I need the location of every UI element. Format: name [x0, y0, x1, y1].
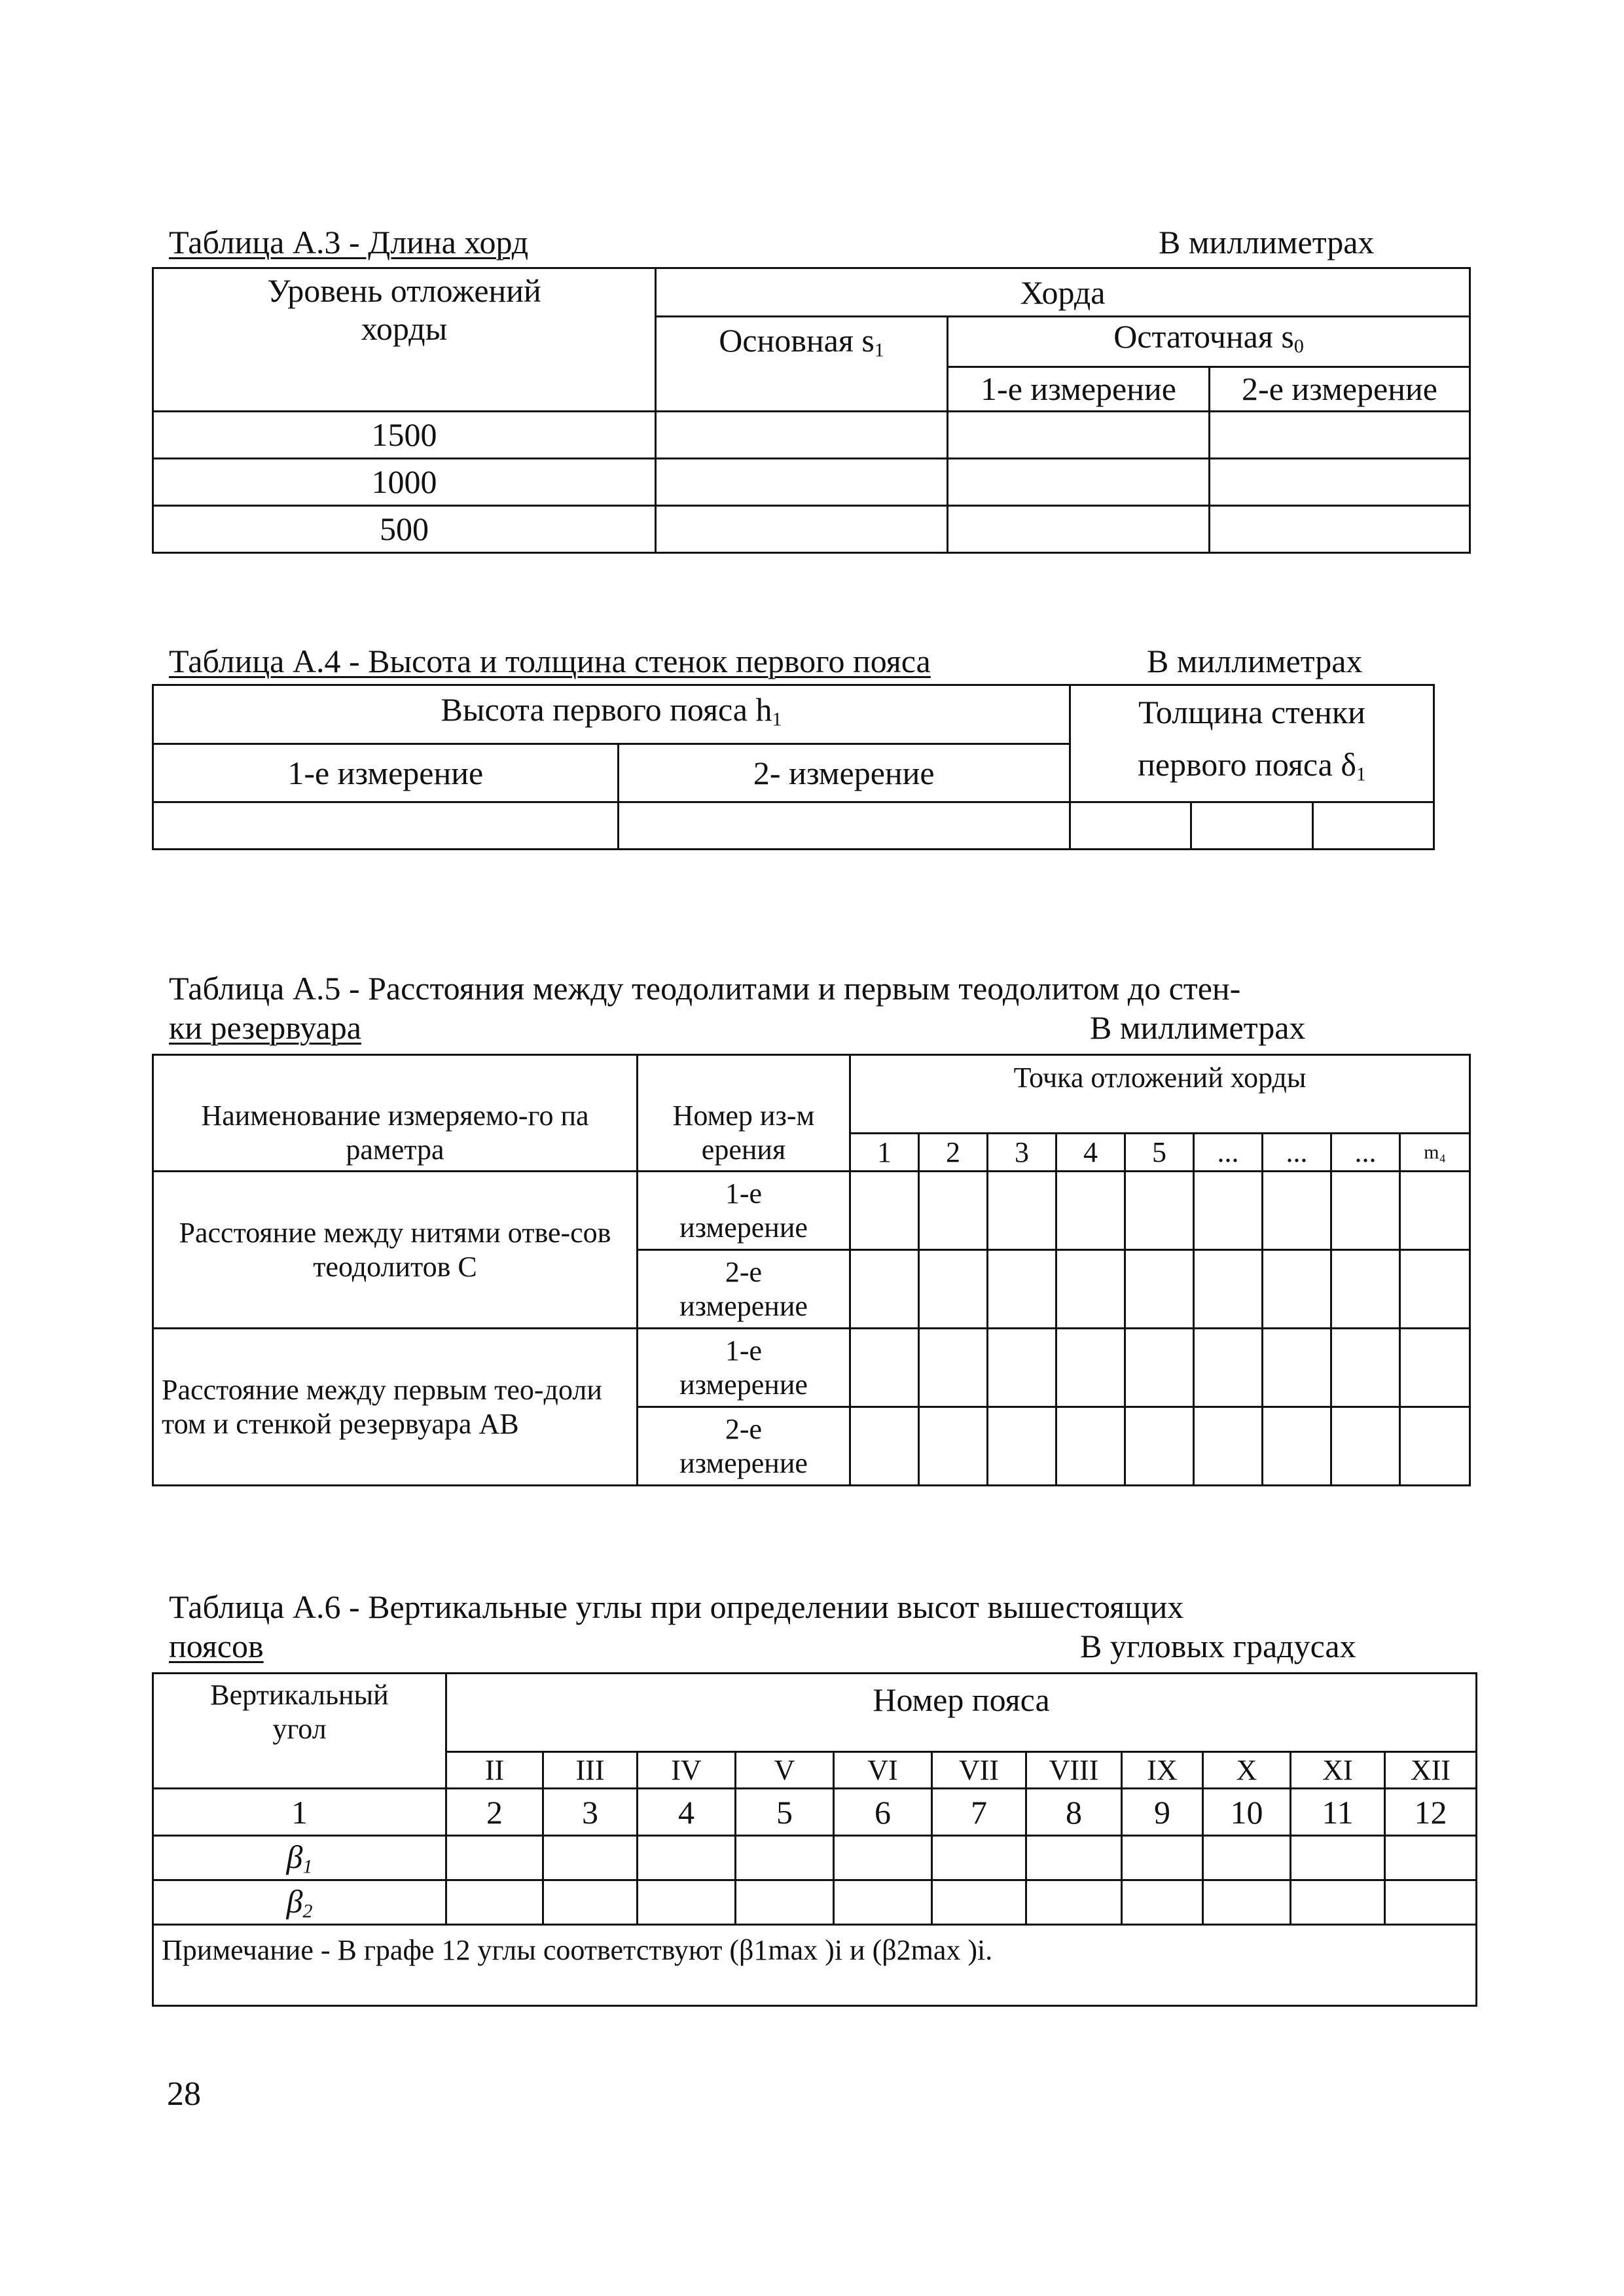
table-a6-column-number: 3: [543, 1789, 638, 1836]
table-a6-column-number: 6: [834, 1789, 932, 1836]
table-a3-header-main: Основная $s_1$: [656, 317, 948, 412]
table-a6-caption: Таблица А.6 - Вертикальные углы при определении высот вышестоящих поясов: [169, 1588, 1184, 1664]
table-row: [153, 1172, 1470, 1250]
table-a3-header-rest: Остаточная $s_0$: [948, 317, 1470, 367]
table-a3-caption: Таблица А.3 - Длина хорд: [169, 224, 529, 260]
table-a6-unit: В угловых градусах: [1080, 1628, 1356, 1664]
table-a6-column-number: 8: [1026, 1789, 1122, 1836]
table-a5-header-num: Номер из-мерения: [638, 1055, 850, 1172]
table-a6-belt-header: XI: [1291, 1752, 1385, 1789]
table-a6-column-number: 7: [932, 1789, 1026, 1836]
table-row: [153, 1836, 1477, 1880]
table-a3-header-chord: Хорда: [656, 268, 1470, 317]
table-row: [153, 802, 1434, 849]
table-row: [153, 1880, 1477, 1925]
table-a3-meas1: 1-е измерение: [948, 367, 1210, 411]
table-a6-belt-header: VIII: [1026, 1752, 1122, 1789]
table-a6-beta1: $\beta_1$: [153, 1836, 446, 1880]
table-a3-unit: В миллиметрах: [1159, 224, 1375, 260]
table-a3-level-cell: 1500: [153, 411, 656, 458]
table-a6-header-belt: Номер пояса: [446, 1674, 1477, 1752]
table-a5-header-point: Точка отложений хорды: [850, 1055, 1470, 1134]
table-a6-belt-header: III: [543, 1752, 638, 1789]
table-a6-column-number: 2: [446, 1789, 543, 1836]
table-a5-point-header: ...: [1263, 1134, 1331, 1172]
table-a6-belt-header: VII: [932, 1752, 1026, 1789]
table-a6: [152, 1672, 1477, 2007]
table-a6-column-number: 12: [1385, 1789, 1477, 1836]
table-a3-level-cell: 1000: [153, 458, 656, 505]
table-a4-header-height: Высота первого пояса $h_1$: [153, 685, 1070, 744]
table-a5-caption: Таблица А.5 - Расстояния между теодолитами и первым теодолитом до стен- ки резервуара: [169, 970, 1241, 1046]
table-a5-point-header: 5: [1125, 1134, 1194, 1172]
table-row: [153, 411, 1470, 458]
table-a4-caption: Таблица А.4 - Высота и толщина стенок первого пояса: [169, 643, 931, 679]
table-a3-meas2: 2-е измерение: [1210, 367, 1470, 411]
table-a5-meas-cell: 1-е измерение: [638, 1172, 850, 1250]
table-a5-point-header: 1: [850, 1134, 919, 1172]
table-a6-column-number: 9: [1122, 1789, 1203, 1836]
table-a4: [152, 684, 1435, 850]
table-a5-point-header: 4: [1056, 1134, 1125, 1172]
table-a3: [152, 267, 1471, 554]
table-row: [153, 505, 1470, 552]
table-a6-header-angle: Вертикальный угол: [153, 1674, 446, 1789]
page-number: 28: [167, 2075, 201, 2113]
table-a5-point-header: 2: [919, 1134, 988, 1172]
table-a6-belt-header: V: [736, 1752, 834, 1789]
table-a5-point-header: ...: [1331, 1134, 1400, 1172]
table-a6-column-number: 5: [736, 1789, 834, 1836]
table-a3-level-cell: 500: [153, 505, 656, 552]
table-a6-belt-header: IV: [638, 1752, 736, 1789]
table-a3-header-level: Уровень отложений хорды: [153, 268, 656, 412]
table-row: [153, 1329, 1470, 1407]
table-a6-note: Примечание - В графе 12 углы соответствуют (β1max )i и (β2max )i.: [153, 1925, 1477, 2006]
table-a5: [152, 1054, 1471, 1486]
table-a6-belt-header: II: [446, 1752, 543, 1789]
table-a6-column-number: 10: [1203, 1789, 1291, 1836]
table-a5-point-header: 3: [988, 1134, 1056, 1172]
table-a5-meas-cell: 2-е измерение: [638, 1407, 850, 1486]
table-a6-belt-header: XII: [1385, 1752, 1477, 1789]
table-a5-param2: Расстояние между первым тео-долитом и стенкой резервуара АВ: [153, 1329, 638, 1486]
table-a6-beta2: $\beta_2$: [153, 1880, 446, 1925]
table-a4-meas1: 1-е измерение: [153, 744, 619, 802]
table-a4-meas2: 2- измерение: [618, 744, 1070, 802]
table-a6-belt-header: X: [1203, 1752, 1291, 1789]
table-a6-column-number: 4: [638, 1789, 736, 1836]
table-a6-column-number: 11: [1291, 1789, 1385, 1836]
table-a5-meas-cell: 2-е измерение: [638, 1250, 850, 1329]
table-a5-param1: Расстояние между нитями отве-сов теодолитов С: [153, 1172, 638, 1329]
table-a4-unit: В миллиметрах: [1147, 643, 1363, 679]
table-a5-point-header: m₄: [1400, 1134, 1470, 1172]
table-a4-header-thickness: Толщина стенки первого пояса $\delta_1$: [1070, 685, 1434, 802]
table-row: [153, 458, 1470, 505]
table-a6-belt-header: IX: [1122, 1752, 1203, 1789]
table-a5-header-param: Наименование измеряемо-го параметра: [153, 1055, 638, 1172]
table-a6-belt-header: VI: [834, 1752, 932, 1789]
table-a6-column-number: 1: [153, 1789, 446, 1836]
table-a5-unit: В миллиметрах: [1090, 1009, 1306, 1046]
table-a5-point-header: ...: [1194, 1134, 1263, 1172]
table-a5-meas-cell: 1-е измерение: [638, 1329, 850, 1407]
